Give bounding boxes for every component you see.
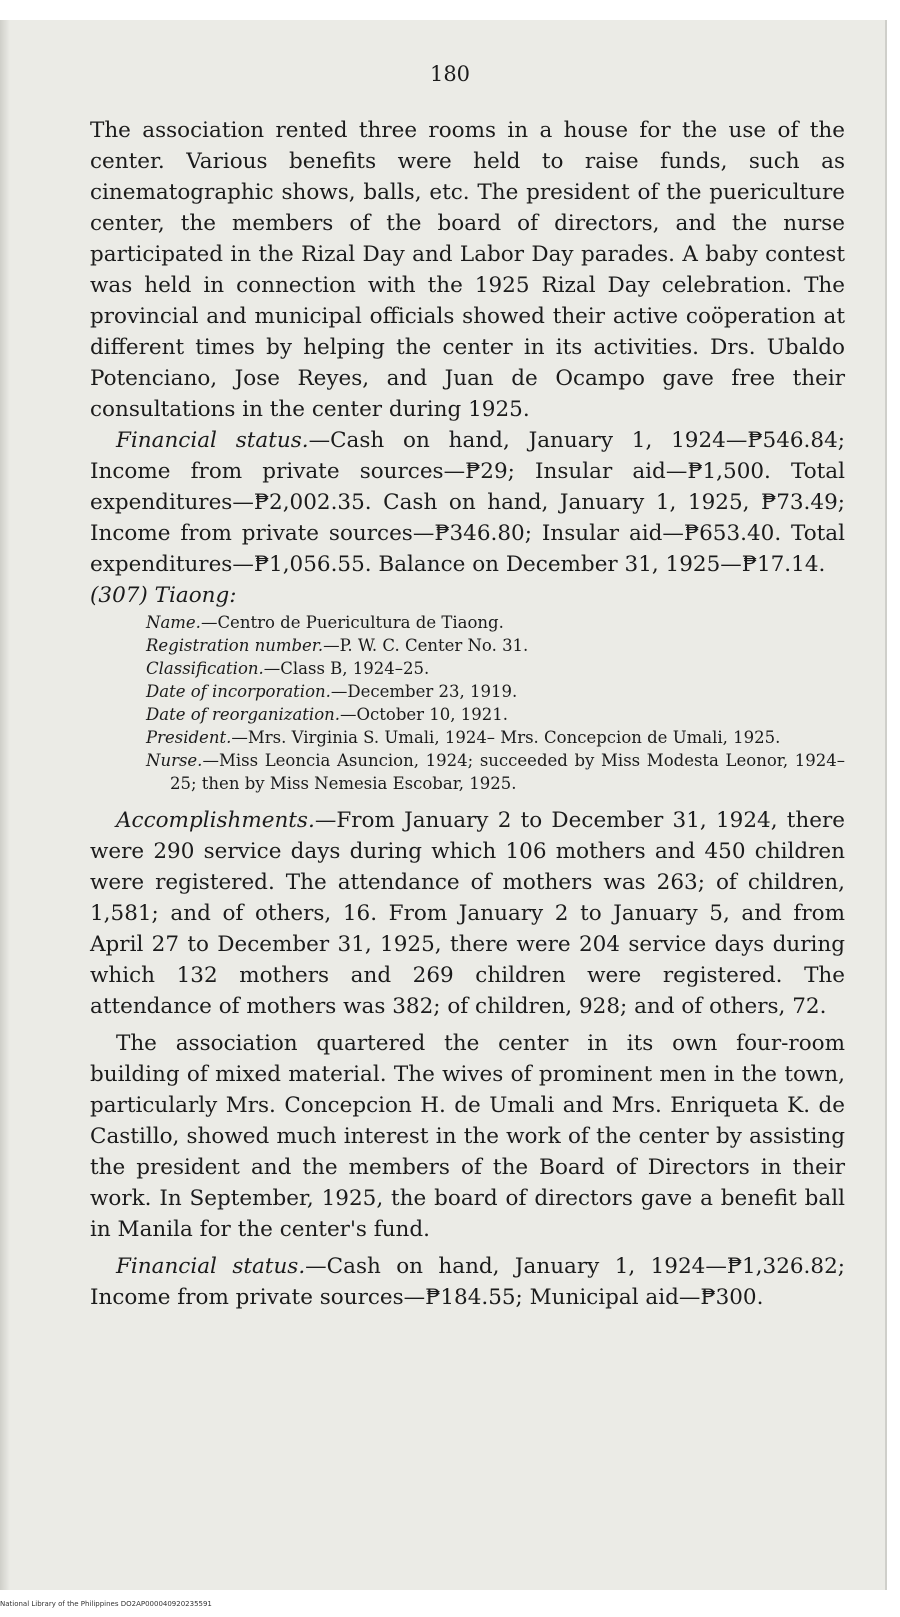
entry-name: [146, 611, 845, 634]
accomplishments-text: —From January 2 to December 31, 1924, there were 290 service days during which 106 mothers and 450 children were registered. The attendance of mothers was 263; of children, 1,581; and of others, 16. From January 2 to January 5, and from April 27 to December 31, 1925, there were 204 service days during which 132 mothers and 269 children were registered. The attendance of mothers was 382; of children, 928; and of others, 72.: [90, 808, 845, 1019]
entry-registration-number: [146, 634, 845, 657]
financial-status-text: —Cash on hand, January 1, 1924—₱1,326.82; Income from private sources—₱184.55; Municipal aid—₱300.: [90, 1254, 845, 1310]
entry-label: Classification.: [146, 659, 264, 678]
entry-label: Date of reorganization.: [146, 705, 341, 724]
entry-label: Date of incorporation.: [146, 682, 331, 701]
financial-status-label: Financial status.: [116, 428, 309, 453]
financial-status-label: Financial status.: [116, 1254, 306, 1279]
entry-label: Nurse.: [146, 751, 203, 770]
entry-nurse: [146, 749, 845, 795]
entry-label: Name.: [146, 613, 201, 632]
entry-value: —Mrs. Virginia S. Umali, 1924– Mrs. Concepcion de Umali, 1925.: [231, 728, 781, 747]
entry-value: —October 10, 1921.: [340, 705, 509, 724]
entry-label: President.: [146, 728, 232, 747]
entry-value: —December 23, 1919.: [330, 682, 518, 701]
section-heading: [90, 580, 845, 611]
section-number: (307): [90, 583, 148, 608]
entry-value: —P. W. C. Center No. 31.: [323, 636, 529, 655]
financial-status-text: —Cash on hand, January 1, 1924—₱546.84; Income from private sources—₱29; Insular aid—₱1,500. Total expenditures—₱2,002.35. Cash on hand, January 1, 1925, ₱73.49; Income from private sources—₱346.80; Insular aid—₱653.40. Total expenditures—₱1,056.55. Balance on December 31, 1925—₱17.14.: [90, 428, 845, 577]
page-body-continued: [90, 805, 845, 1313]
paragraph-association-building: The association quartered the center in its own four-room building of mixed material. The wives of prominent men in the town, particularly Mrs. Concepcion H. de Umali and Mrs. Enriqueta K. de Castillo, showed much interest in the work of the center by assisting the president and the members of the Board of Directors in their work. In September, 1925, the board of directors gave a benefit ball in Manila for the center's fund.: [90, 1031, 845, 1242]
financial-status-paragraph-1: [90, 425, 845, 580]
page-number: 180: [429, 62, 471, 86]
paragraph-association-rooms: The association rented three rooms in a house for the use of the center. Various benefits were held to raise funds, such as cinematographic shows, balls, etc. The president of the puericulture center, the members of the board of directors, and the nurse participated in the Rizal Day and Labor Day parades. A baby contest was held in connection with the 1925 Rizal Day celebration. The provincial and municipal officials showed their active coöperation at different times by helping the center in its activities. Drs. Ubaldo Potenciano, Jose Reyes, and Juan de Ocampo gave free their consultations in the center during 1925.: [90, 118, 845, 422]
financial-status-paragraph-2: [90, 1251, 845, 1313]
scan-footer-watermark: National Library of the Philippines DO2AP000040920235591: [0, 1600, 212, 1608]
accomplishments-paragraph: [90, 805, 845, 1022]
entry-value: —Centro de Puericultura de Tiaong.: [200, 613, 504, 632]
entry-date-of-incorporation: [146, 680, 845, 703]
page-body: [90, 115, 845, 1313]
center-details-list: [146, 611, 845, 795]
entry-classification: [146, 657, 845, 680]
section-name: Tiaong:: [154, 583, 237, 608]
page-gutter-shadow: [0, 20, 10, 1590]
accomplishments-label: Accomplishments.: [116, 808, 315, 833]
entry-value: —Miss Leoncia Asuncion, 1924; succeeded by Miss Modesta Leonor, 1924–25; then by Miss Nemesia Escobar, 1925.: [170, 751, 845, 793]
entry-president: [146, 726, 845, 749]
entry-date-of-reorganization: [146, 703, 845, 726]
entry-value: —Class B, 1924–25.: [263, 659, 430, 678]
entry-label: Registration number.: [146, 636, 324, 655]
